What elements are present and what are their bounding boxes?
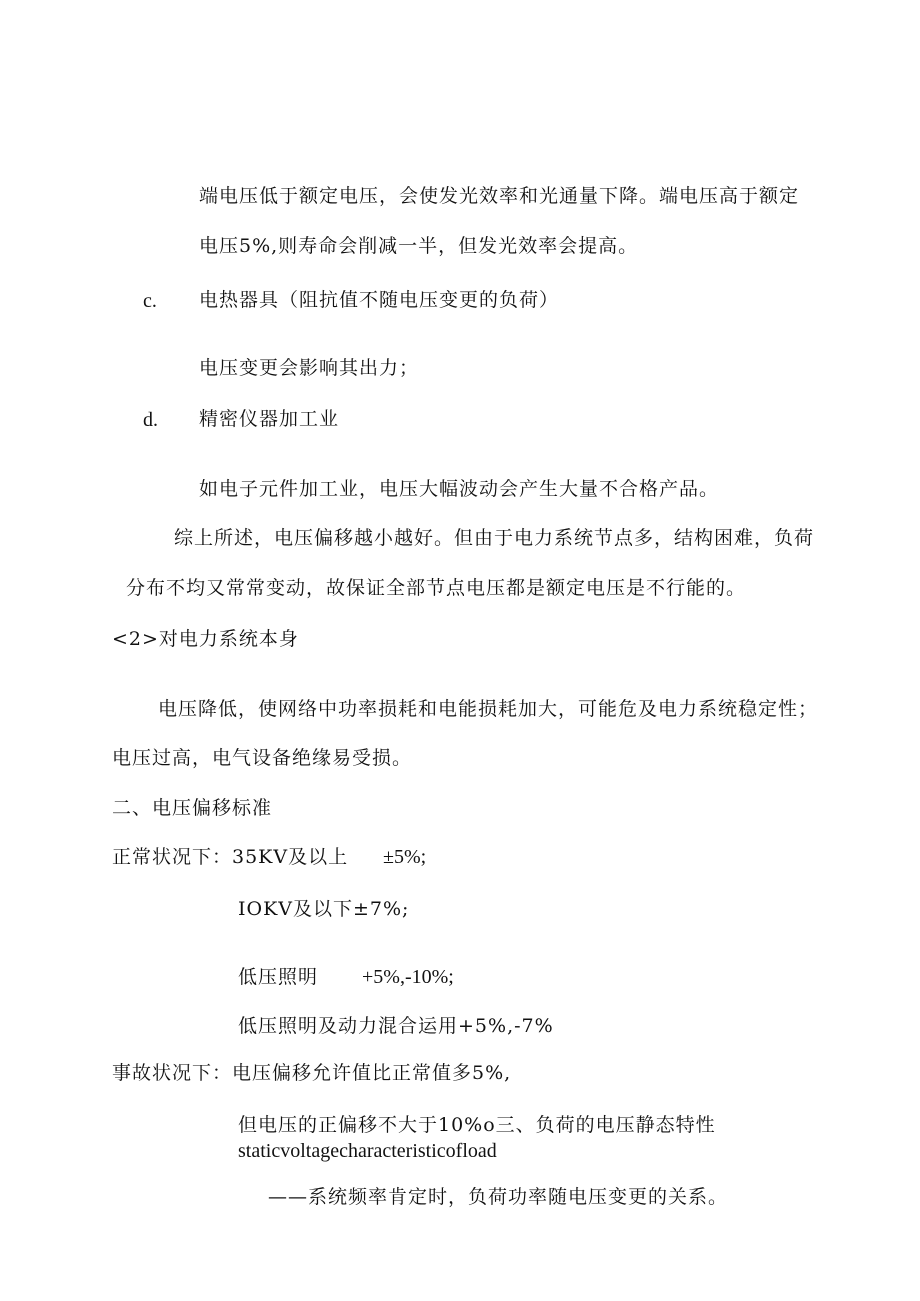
normal-10kv-line: IOKV及以下±7%; bbox=[238, 898, 410, 920]
low-voltage-lighting-value: +5%,-10%; bbox=[362, 966, 454, 988]
fault-condition-line: 事故状况下：电压偏移允许值比正常值多5%, bbox=[112, 1062, 512, 1084]
english-term: staticvoltagecharacteristicofload bbox=[238, 1140, 497, 1162]
item-c-description: 电压变更会影响其出力； bbox=[199, 357, 420, 379]
system-paragraph-line-2: 电压过高，电气设备绝缘易受损。 bbox=[112, 747, 413, 769]
item-c-marker: c. bbox=[143, 290, 157, 312]
item-c-title: 电热器具（阻抗值不随电压变更的负荷） bbox=[199, 289, 560, 311]
lamp-paragraph-line-1: 端电压低于额定电压，会使发光效率和光通量下降。端电压高于额定 bbox=[199, 185, 800, 207]
normal-35kv-value: ±5%; bbox=[383, 846, 427, 868]
low-voltage-lighting-label: 低压照明 bbox=[238, 966, 319, 988]
voltage-standard-heading: 二、电压偏移标准 bbox=[112, 797, 273, 819]
item-d-description: 如电子元件加工业，电压大幅波动会产生大量不合格产品。 bbox=[199, 478, 720, 500]
fault-condition-line-2: 但电压的正偏移不大于10%o三、负荷的电压静态特性 bbox=[238, 1114, 716, 1136]
item-d-title: 精密仪器加工业 bbox=[199, 408, 340, 430]
section-2-heading: <2>对电力系统本身 bbox=[112, 628, 299, 650]
summary-line-2: 分布不均又常常变动，故保证全部节点电压都是额定电压是不行能的。 bbox=[126, 577, 747, 599]
low-voltage-mixed-line: 低压照明及动力混合运用+5%,-7% bbox=[238, 1015, 554, 1037]
definition-line: ——系统频率肯定时，负荷功率随电压变更的关系。 bbox=[268, 1186, 729, 1208]
lamp-paragraph-line-2: 电压5%,则寿命会削减一半，但发光效率会提高。 bbox=[199, 235, 639, 257]
item-d-marker: d. bbox=[143, 409, 158, 431]
summary-line-1: 综上所述，电压偏移越小越好。但由于电力系统节点多，结构困难，负荷 bbox=[174, 527, 815, 549]
system-paragraph-line-1: 电压降低，使网络中功率损耗和电能损耗加大，可能危及电力系统稳定性； bbox=[158, 698, 819, 720]
normal-condition-label: 正常状况下：35KV及以上 bbox=[112, 846, 349, 868]
